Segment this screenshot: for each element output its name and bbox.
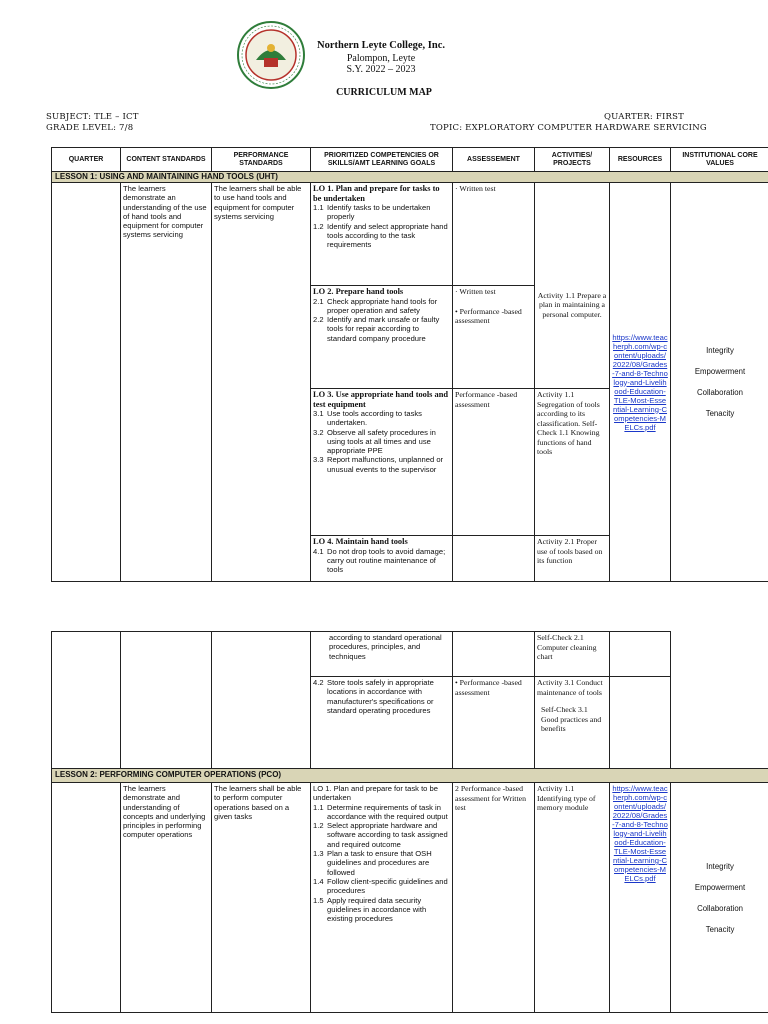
- item-4-2-resources: [610, 677, 671, 769]
- curriculum-table-page-1: [51, 147, 768, 582]
- col-core-values: INSTITUTIONAL CORE VALUES: [671, 148, 768, 172]
- lo2-title: LO 2. Prepare hand tools: [313, 287, 404, 296]
- lo2-item: 2.2 Identify and mark unsafe or faulty tools for repair according to standard company procedure: [313, 315, 440, 343]
- col-performance-standards: PERFORMANCE STANDARDS: [212, 148, 311, 172]
- document-title: CURRICULUM MAP: [336, 87, 432, 98]
- lesson2-resource-link[interactable]: https://www.teacherph.com/wp-content/uploads/2022/08/Grades-7-and-8-Technology-and-Livelihood-Education-TLE-Most-Essential-Learning-Competencies-MELCs.pdf: [610, 783, 671, 1013]
- col-resources: RESOURCES: [610, 148, 671, 172]
- performance-standard-cont: [212, 632, 311, 769]
- value-item: Integrity: [706, 346, 734, 355]
- lo3-cell: [311, 389, 453, 536]
- col-competencies: PRIORITIZED COMPETENCIES OR SKILLS/AMT LEARNING GOALS: [311, 148, 453, 172]
- quarter-cell: [52, 183, 121, 582]
- lo1-title: LO 1. Plan and prepare for tasks to be undertaken: [313, 184, 440, 203]
- lo1-item: 1.2 Identify and select appropriate hand tools according to the task requirements: [313, 221, 448, 250]
- lesson2-performance-standard: The learners shall be able to perform computer operations based on a given tasks: [212, 783, 311, 1013]
- content-standard: The learners demonstrate an understanding of the use of hand tools and equipment for computer systems servicing: [121, 183, 212, 582]
- lo1-cell: [311, 183, 453, 286]
- value-item: Empowerment: [694, 882, 746, 892]
- lesson2-item: 1.3 Plan a task to ensure that OSH guidelines and procedures are followed: [313, 849, 432, 877]
- school-year: S.Y. 2022 – 2023: [346, 64, 416, 75]
- item-4-2-activity: Activity 3.1 Conduct maintenance of tools Self-Check 3.1 Good practices and benefits: [535, 677, 610, 769]
- core-values: [671, 183, 768, 582]
- lesson2-competencies: [311, 783, 453, 1013]
- lesson2-item: 1.2 Select appropriate hardware and software according to task assigned and required outcome: [313, 821, 448, 849]
- lo4-activity: Activity 2.1 Proper use of tools based on its function: [535, 536, 610, 582]
- lo4-title: LO 4. Maintain hand tools: [313, 537, 408, 546]
- value-item: Tenacity: [705, 924, 735, 934]
- col-quarter: QUARTER: [52, 148, 121, 172]
- continued-competency: according to standard operational procedures, principles, and techniques: [311, 632, 453, 677]
- value-item: Empowerment: [694, 367, 746, 376]
- item-4-2-cell: 4.2 Store tools safely in appropriate locations in accordance with manufacturer's specifications or standard operating procedures: [311, 677, 453, 769]
- grade-level-label: GRADE LEVEL: 7/8: [46, 123, 134, 133]
- lo4-cell: [311, 536, 453, 582]
- quarter-cell: [52, 783, 121, 1013]
- lesson-2-title: LESSON 2: PERFORMING COMPUTER OPERATIONS (PCO): [52, 769, 768, 783]
- value-item: Collaboration: [697, 388, 743, 397]
- quarter-label: QUARTER: FIRST: [604, 112, 685, 122]
- lesson2-item: 1.1 Determine requirements of task in accordance with the required output: [313, 802, 448, 821]
- cont-resources: [610, 632, 671, 677]
- lo1-assessment: · Written test: [453, 183, 535, 286]
- value-item: Collaboration: [697, 903, 744, 913]
- lo2-activity: Activity 1.1 Prepare a plan in maintaining a personal computer.: [535, 183, 610, 389]
- curriculum-table-page-2: [51, 631, 671, 769]
- col-content-standards: CONTENT STANDARDS: [121, 148, 212, 172]
- lo3-item: 3.2 Observe all safety procedures in using tools at all times and use appropriate PPE: [313, 427, 436, 456]
- content-standard-cont: [121, 632, 212, 769]
- value-item: Tenacity: [705, 409, 735, 418]
- lo2-cell: [311, 286, 453, 389]
- lesson2-activity: Activity 1.1 Identifying type of memory module: [535, 783, 610, 1013]
- lo3-item: 3.1 Use tools according to tasks undertaken.: [313, 409, 422, 428]
- topic-label: TOPIC: EXPLORATORY COMPUTER HARDWARE SERVICING: [430, 123, 707, 133]
- performance-standard: The learners shall be able to use hand tools and equipment for computer systems servicing: [212, 183, 311, 582]
- school-name: Northern Leyte College, Inc.: [316, 40, 445, 51]
- subject-label: SUBJECT: TLE – ICT: [46, 112, 139, 122]
- lo1-item: 1.1 Identify tasks to be undertaken properly: [313, 203, 431, 222]
- lo3-assessment: Performance -based assessment: [453, 389, 535, 536]
- lesson2-item: 1.4 Follow client-specific guidelines and procedures: [313, 876, 448, 896]
- lesson2-lo1-title: LO 1. Plan and prepare for task to be undertaken: [313, 784, 438, 803]
- lesson2-assessment: 2 Performance -based assessment for Written test: [453, 783, 535, 1013]
- item-4-2-assessment: • Performance -based assessment: [453, 677, 535, 769]
- cont-assessment: [453, 632, 535, 677]
- lo2-assessment: · Written test • Performance -based assessment: [453, 286, 535, 389]
- cont-activity: Self-Check 2.1 Computer cleaning chart: [535, 632, 610, 677]
- lesson2-item: 1.5 Apply required data security guidelines in accordance with existing procedures: [313, 895, 427, 924]
- school-location: Palompon, Leyte: [346, 53, 416, 64]
- col-activities: ACTIVITIES/ PROJECTS: [535, 148, 610, 172]
- lo3-title: LO 3. Use appropriate hand tools and test equipment: [313, 390, 449, 409]
- col-assessment: ASSESSEMENT: [453, 148, 535, 172]
- lo3-item: 3.3 Report malfunctions, unplanned or unusual events to the supervisor: [313, 455, 444, 474]
- resource-link[interactable]: https://www.teacherph.com/wp-content/uploads/2022/08/Grades-7-and-8-Technology-and-Livelihood-Education-TLE-Most-Essential-Learning-Competencies-MELCs.pdf: [610, 183, 671, 582]
- lo3-activity: Activity 1.1 Segregation of tools according to its classification. Self-Check 1.1 Knowing functions of hand tools: [535, 389, 610, 536]
- lesson2-content-standard: The learners demonstrate and understanding of concepts and underlying principles in performing computer operations: [121, 783, 212, 1013]
- value-item: Integrity: [706, 861, 734, 871]
- lesson-1-title: LESSON 1: USING AND MAINTAINING HAND TOOLS (UHT): [52, 172, 768, 183]
- lesson2-core-values: [671, 783, 768, 1013]
- lo4-item: 4.1 Do not drop tools to avoid damage; carry out routine maintenance of tools: [313, 546, 446, 575]
- lo4-assessment: [453, 536, 535, 582]
- curriculum-table-lesson-2: [51, 768, 768, 1013]
- quarter-cell: [52, 632, 121, 769]
- lo2-item: 2.1 Check appropriate hand tools for proper operation and safety: [313, 296, 438, 315]
